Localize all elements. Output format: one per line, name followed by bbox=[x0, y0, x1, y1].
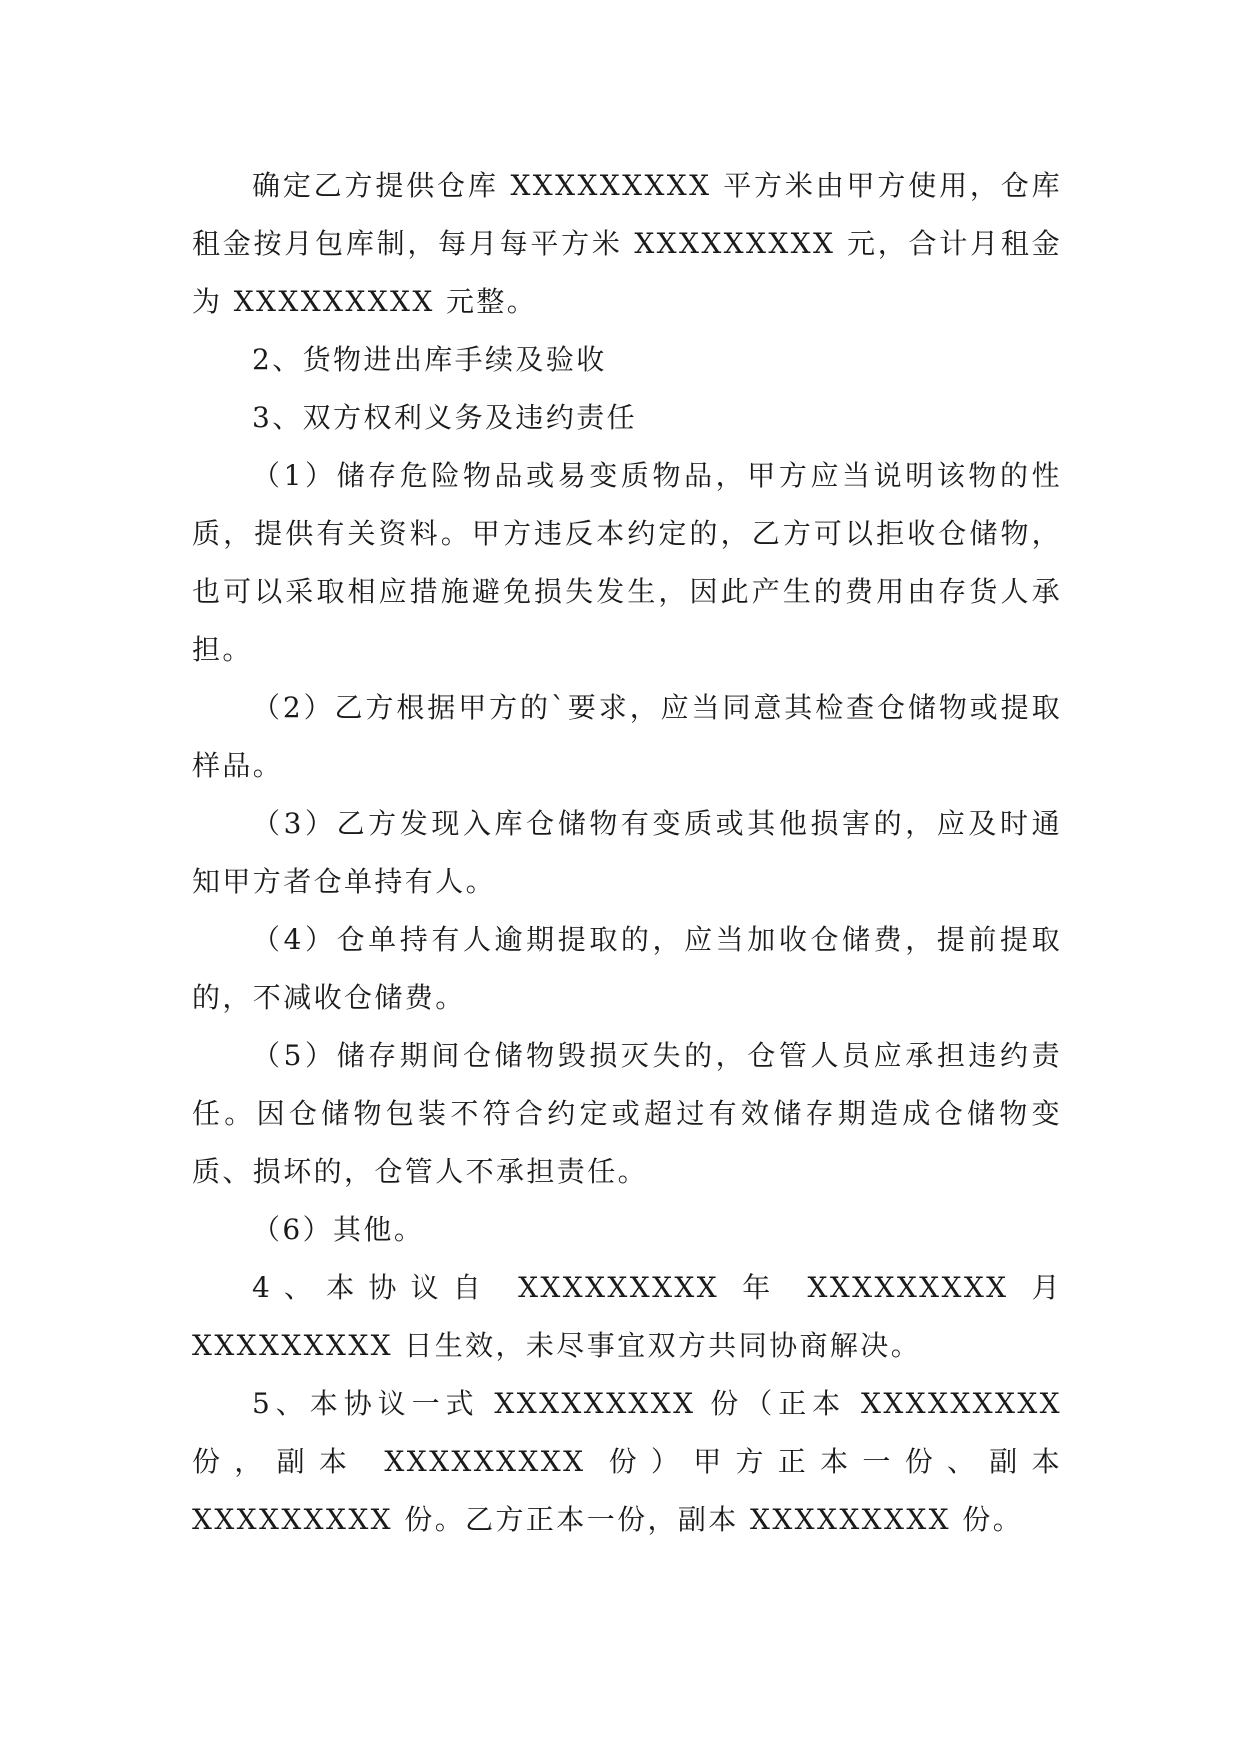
paragraph-clause-6: （6）其他。 bbox=[252, 1213, 425, 1246]
paragraph-item-3: 3、双方权利义务及违约责任 bbox=[252, 401, 638, 434]
paragraph-item-4: 4、本协议自 XXXXXXXXX 年 XXXXXXXXX 月 XXXXXXXXX 日生效，未尽事宜双方共同协商解决。 bbox=[192, 1271, 1062, 1362]
paragraph-clause-4: （4）仓单持有人逾期提取的，应当加收仓储费，提前提取的，不减收仓储费。 bbox=[192, 923, 1062, 1014]
paragraph-clause-2: （2）乙方根据甲方的`要求，应当同意其检查仓储物或提取样品。 bbox=[192, 691, 1062, 782]
paragraph-item-5: 5、本协议一式 XXXXXXXXX 份（正本 XXXXXXXXX 份，副本 XXXXXXXXX 份）甲方正本一份、副本 XXXXXXXXX 份。乙方正本一份，副本 XXXXXXXXX 份。 bbox=[192, 1387, 1062, 1536]
document-body bbox=[192, 157, 1062, 1549]
paragraph-clause-5: （5）储存期间仓储物毁损灭失的，仓管人员应承担违约责任。因仓储物包装不符合约定或超过有效储存期造成仓储物变质、损坏的，仓管人不承担责任。 bbox=[192, 1039, 1062, 1188]
paragraph-clause-1: （1）储存危险物品或易变质物品，甲方应当说明该物的性质，提供有关资料。甲方违反本约定的，乙方可以拒收仓储物，也可以采取相应措施避免损失发生，因此产生的费用由存货人承担。 bbox=[192, 459, 1062, 666]
paragraph-warehouse-rent: 确定乙方提供仓库 XXXXXXXXX 平方米由甲方使用，仓库租金按月包库制，每月每平方米 XXXXXXXXX 元，合计月租金为 XXXXXXXXX 元整。 bbox=[192, 169, 1062, 318]
paragraph-clause-3: （3）乙方发现入库仓储物有变质或其他损害的，应及时通知甲方者仓单持有人。 bbox=[192, 807, 1062, 898]
paragraph-item-2: 2、货物进出库手续及验收 bbox=[252, 343, 607, 376]
